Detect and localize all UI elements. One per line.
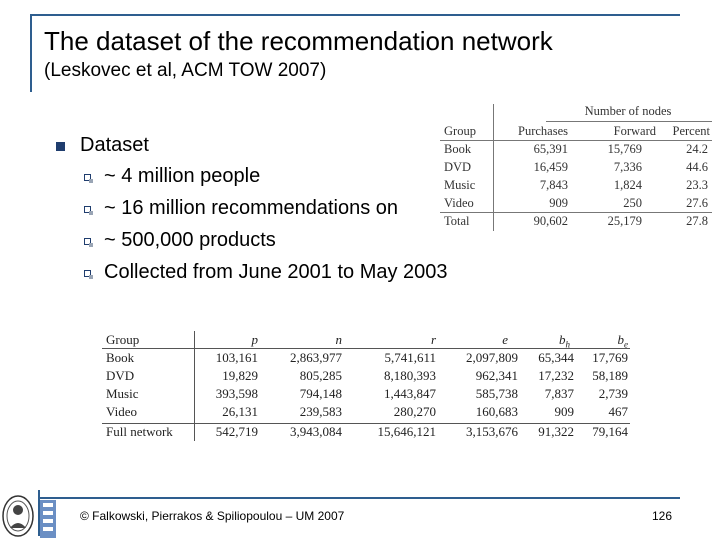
sub-bullet-text: ~ 500,000 products: [104, 229, 276, 251]
table-cell: Music: [444, 178, 476, 192]
table-cell: 1,824: [613, 178, 642, 192]
table-cell: 160,683: [475, 404, 518, 419]
table-cell: 3,943,084: [290, 424, 342, 439]
sub-bullet-icon: [84, 174, 91, 181]
table-cell: 250: [623, 196, 642, 210]
col-header: r: [430, 332, 436, 347]
col-header: n: [335, 332, 342, 347]
table-cell: 962,341: [475, 368, 518, 383]
bullet-main: Dataset: [80, 134, 149, 156]
sub-bullet-text: ~ 4 million people: [104, 165, 261, 187]
col-header: Percent: [672, 124, 710, 138]
table-cell: 25,179: [607, 214, 642, 228]
col-header: Purchases: [518, 124, 568, 138]
table-cell: 24.2: [686, 142, 708, 156]
table-cell: 7,843: [539, 178, 568, 192]
col-header: Group: [444, 124, 476, 138]
table-cell: 280,270: [393, 404, 436, 419]
table-cell: DVD: [106, 368, 135, 383]
table-cell: Video: [106, 404, 137, 419]
table-cell: 79,164: [592, 424, 628, 439]
table-cell: 27.8: [686, 214, 708, 228]
table-cell: 467: [608, 404, 628, 419]
table-cell: 585,738: [475, 386, 518, 401]
bullet-square-icon: [56, 142, 65, 151]
table-cell: 2,739: [598, 386, 628, 401]
slide-title: The dataset of the recommendation network: [44, 26, 553, 56]
table-cell: 58,189: [592, 368, 628, 383]
table-cell: 805,285: [299, 368, 342, 383]
col-header-symbol: b: [617, 332, 624, 347]
table-cell: Book: [444, 142, 472, 156]
table-cell: 44.6: [686, 160, 708, 174]
university-seal-logo-icon: [2, 490, 35, 538]
col-header-symbol: b: [559, 332, 566, 347]
table-cell: 393,598: [215, 386, 258, 401]
sub-bullet-icon: [84, 206, 91, 213]
sub-bullet-icon: [84, 238, 91, 245]
col-header: Forward: [613, 124, 656, 138]
col-header: e: [502, 332, 508, 347]
sub-bullet-text: ~ 16 million recommendations on: [104, 197, 399, 219]
table-cell: Music: [106, 386, 139, 401]
col-header-subscript: e: [624, 339, 628, 350]
table-cell: 17,232: [538, 368, 574, 383]
table-cell: 794,148: [299, 386, 342, 401]
table-cell: 27.6: [686, 196, 708, 210]
table-cell: 909: [554, 404, 574, 419]
table-cell: 19,829: [222, 368, 258, 383]
sub-bullet-icon: [84, 270, 91, 277]
table-cell: 239,583: [299, 404, 342, 419]
page-number: 126: [651, 509, 672, 523]
table-cell: Video: [444, 196, 474, 210]
nodes-table: [440, 104, 712, 231]
col-header: [618, 331, 629, 348]
table-cell: 7,837: [544, 386, 574, 401]
table-cell: Book: [106, 350, 135, 365]
table-cell: 65,344: [538, 350, 574, 365]
footer-credit: © Falkowski, Pierrakos & Spiliopoulou – UM 2007: [80, 509, 345, 523]
table-cell: 8,180,393: [384, 368, 436, 383]
umr-vertical-logo-icon: [40, 500, 56, 538]
table-cell: 26,131: [222, 404, 258, 419]
sub-bullet-text: Collected from June 2001 to May 2003: [104, 261, 448, 283]
table-cell: 542,719: [215, 424, 258, 439]
col-header: [559, 331, 570, 348]
table-cell: 17,769: [592, 350, 628, 365]
table-cell: Total: [444, 214, 470, 228]
network-stats-table: [102, 331, 630, 441]
title-frame-left: [30, 14, 32, 92]
table-cell: 2,097,809: [466, 350, 518, 365]
table-cell: 103,161: [215, 350, 258, 365]
col-header-subscript: h: [565, 339, 570, 350]
table-cell: 90,602: [533, 214, 568, 228]
table-cell: 23.3: [686, 178, 708, 192]
table-cell: 1,443,847: [384, 386, 436, 401]
table-cell: 15,646,121: [377, 424, 436, 439]
divider: [440, 140, 712, 141]
table-cell: 16,459: [533, 160, 568, 174]
table-cell: 909: [549, 196, 568, 210]
table-cell: Full network: [106, 424, 173, 439]
footer-divider: [38, 497, 680, 499]
table-cell: DVD: [444, 160, 472, 174]
nodes-table-group-header: Number of nodes: [584, 104, 672, 118]
slide-subtitle: (Leskovec et al, ACM TOW 2007): [44, 60, 327, 81]
col-header: Group: [106, 332, 140, 347]
table-cell: 5,741,611: [384, 350, 436, 365]
divider: [440, 212, 712, 213]
table-cell: 7,336: [613, 160, 642, 174]
title-frame-top: [30, 14, 680, 16]
table-cell: 65,391: [533, 142, 568, 156]
table-cell: 91,322: [538, 424, 574, 439]
table-cell: 3,153,676: [466, 424, 518, 439]
table-cell: 15,769: [607, 142, 642, 156]
table-cell: 2,863,977: [290, 350, 342, 365]
col-header: p: [251, 332, 258, 347]
